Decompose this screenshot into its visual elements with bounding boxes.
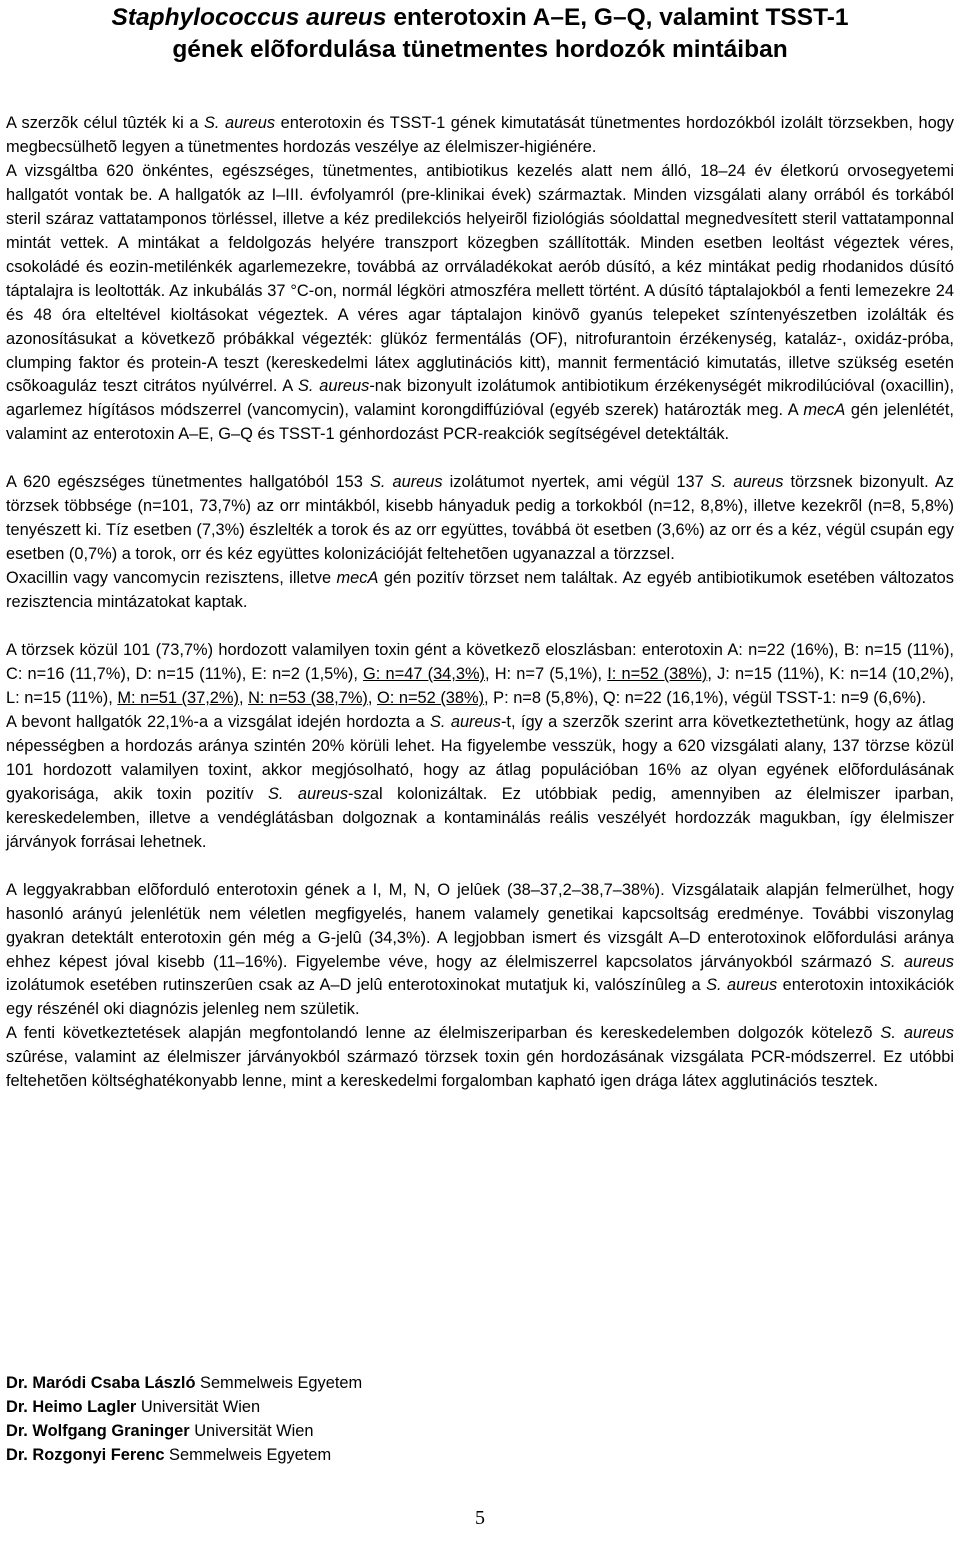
species-name: S. aureus xyxy=(880,952,954,971)
text-run: A fenti következtetések alapján megfontolandó lenne az élelmiszeriparban és kereskedelemben dolgozók kötelezõ xyxy=(6,1024,881,1043)
species-name: S. aureus xyxy=(297,377,370,396)
text-run: enterotoxin és TSST-1 gének kimutatását tünetmentes hordozókból izolált törzsekben, hogy megbecsülhetõ legyen a tünetmentes hordozás veszélye az élelmiszer-higiénére. xyxy=(6,114,954,156)
author-entry xyxy=(6,1420,362,1444)
text-run: törzsnek bizonyult. Az törzsek többsége (n=101, 73,7%) az orr mintákból, kisebb hányaduk pedig a torkokból (n=12, 8,8%), illetve kezekrõl (n=8, 5,8%) tenyészett ki. Tíz esetben (7,3%) észlelték a torok és az orr együttes, továbbá öt esetben (3,6%) az orr és a kéz, végül csupán egy esetben (0,7%) a torok, orr és kéz együttes kolonizációját feltehetõen ugyanazzal a törzzsel. xyxy=(6,473,954,564)
author-entry xyxy=(6,1372,362,1396)
article-body xyxy=(6,112,954,1094)
text-run: A leggyakrabban elõforduló enterotoxin gének a I, M, N, O jelûek (38–37,2–38,7–38%). Vizsgálataik alapján felmerülhet, hogy hasonló arányú jelenlétük nem véletlen megfigyelés, hanem valamely genetikai kapcsoltság eredménye. További viszonylag gyakran detektált enterotoxin gén még a G-jelû (34,3%). A legjobban ismert és vizsgált A–D enterotoxinok elõfordulási aránya ehhez képest jóval kisebb (11–16%). Figyelembe véve, hogy az élelmiszerrel kapcsolatos járványokból származó xyxy=(6,880,954,971)
text-run: A vizsgáltba 620 önkéntes, egészséges, tünetmentes, antibiotikus kezelés alatt nem álló, 18–24 év életkorú orvosegyetemi hallgatót vontak be. A hallgatók az I–III. évfolyamról (pre-klinikai évek) származtak. Minden vizsgálati alany orrából és torkából steril száraz vattatamponos törléssel, illetve a kéz predilekciós helyeirõl fiziológiás sóoldattal megnedvesített steril vattatamponnal mintát vettek. A mintákat a feldolgozás helyére transzport közegben szállították. Minden esetben leoltást végeztek véres, csokoládé és eozin-metilénkék agarlemezekre, továbbá az orrváladékokat aerób dúsító, a kéz mintákat pedig rhodanidos dúsító táptalajra is leoltották. Az inkubálás 37 °C-on, normál légköri atmoszféra mellett történt. A dúsító táptalajokból a fenti lemezekre 24 és 48 óra elteltével kioltásokat végeztek. A véres agar táptalajon kinövõ gyanús telepeket színtenyészetben izolálták és azonosításukat a következõ próbákkal végezték: glükóz fermentálás (OF), nitrofurantoin érzékenység, kataláz-, oxidáz-próba, clumping faktor és protein-A teszt (kereskedelmi látex agglutinációs kitt), mannit fermentáció kimutatás, illetve szükség esetén csõkoaguláz teszt citrátos nyúlvérrel. A xyxy=(6,161,954,396)
text-run: A szerzõk célul tûzték ki a xyxy=(6,114,204,132)
highlight-i: I: n=52 (38%) xyxy=(607,665,708,684)
species-name: S. aureus xyxy=(369,473,443,492)
species-name: S. aureus xyxy=(880,1024,954,1043)
text-run: , J: n=15 (11%), K: n=14 (10,2%), L: n=15 (11%), xyxy=(6,665,954,707)
text-run: A 620 egészséges tünetmentes hallgatóból 153 xyxy=(6,473,370,492)
highlight-o: O: n=52 (38%) xyxy=(376,688,485,707)
author-name: Dr. Rozgonyi Ferenc xyxy=(6,1445,165,1464)
paragraph-gap xyxy=(6,855,954,879)
author-name: Dr. Heimo Lagler xyxy=(6,1397,137,1416)
paragraph-resistance xyxy=(6,567,954,615)
highlight-n: N: n=53 (38,7%) xyxy=(248,688,368,707)
author-entry xyxy=(6,1444,362,1468)
paragraph-gap xyxy=(6,447,954,471)
page-title xyxy=(0,2,960,66)
highlight-m: M: n=51 (37,2%) xyxy=(117,688,239,707)
text-run: A törzsek közül 101 (73,7%) hordozott valamilyen toxin gént a következõ eloszlásban: enterotoxin A: n=22 (16%), B: n=15 (11%), C: n=16 (11,7%), D: n=15 (11%), E: n=2 (1,5%), xyxy=(6,641,954,684)
paragraph-aim xyxy=(6,112,954,160)
paragraph-discussion xyxy=(6,879,954,1023)
author-affiliation: Semmelweis Egyetem xyxy=(164,1445,332,1464)
author-affiliation: Semmelweis Egyetem xyxy=(195,1374,363,1392)
paragraph-carriage xyxy=(6,711,954,855)
title-line-2: gének elõfordulása tünetmentes hordozók mintáiban xyxy=(172,36,788,63)
author-entry xyxy=(6,1396,362,1420)
author-affiliation: Universität Wien xyxy=(189,1421,314,1440)
page-number: 5 xyxy=(475,1507,485,1529)
text-run: izolátumot nyertek, ami végül 137 xyxy=(442,473,711,492)
text-run: -nak bizonyult izolátumok antibiotikum érzékenységét mikrodilúcióval (oxacillin), agarlemez hígításos módszerrel (vancomycin), valamint korongdiffúzióval (egyéb szerek) határozták meg. A xyxy=(6,377,954,420)
title-species: Staphylococcus aureus xyxy=(111,4,387,31)
text-run: -t, így a szerzõk szerint arra következtethetünk, hogy az átlag népességben a hordozás aránya szintén 20% körüli lehet. Ha figyelembe vesszük, hogy a 620 vizsgálati alany, 137 törzse közül 101 hordozott valamilyen toxint, akkor megjósolható, hogy az átlag populációban 16% az olyan egyének elõfordulásának gyakorisága, akik toxin pozitív xyxy=(6,712,954,803)
highlight-g: G: n=47 (34,3%) xyxy=(363,665,485,684)
paragraph-methods xyxy=(6,160,954,447)
text-run: gén jelenlétét, valamint az enterotoxin A–E, G–Q és TSST-1 génhordozást PCR-reakciók segítségével detektálták. xyxy=(6,401,954,444)
text-run: A bevont hallgatók 22,1%-a a vizsgálat idején hordozta a xyxy=(6,712,430,731)
text-run: enterotoxin intoxikációk egy részénél oki diagnózis jelenleg nem születik. xyxy=(6,976,954,1019)
paragraph-conclusion xyxy=(6,1022,954,1094)
gene-name: mecA xyxy=(336,569,379,588)
text-run: , xyxy=(238,688,249,707)
text-run: Oxacillin vagy vancomycin rezisztens, illetve xyxy=(6,569,337,588)
author-affiliation: Universität Wien xyxy=(136,1397,261,1416)
author-name: Dr. Wolfgang Graninger xyxy=(6,1421,190,1440)
title-rest: enterotoxin A–E, G–Q, valamint TSST-1 xyxy=(386,4,849,31)
text-run: -szal kolonizáltak. Ez utóbbiak pedig, amennyiben az élelmiszer iparban, kereskedelemben, illetve a vendéglátásban dolgoznak a kontaminálás reális veszélyét hordozzák magukban, így élelmiszer járványok forrásai lehetnek. xyxy=(6,784,954,851)
species-name: S. aureus xyxy=(203,114,276,132)
text-run: izolátumok esetében rutinszerûen csak az A–D jelû enterotoxinokat mutatjuk ki, valószínûleg a xyxy=(6,976,707,995)
species-name: S. aureus xyxy=(429,712,501,731)
paragraph-gap xyxy=(6,615,954,639)
text-run: gén pozitív törzset nem találtak. Az egyéb antibiotikumok esetében változatos rezisztencia mintázatokat kaptak. xyxy=(6,569,954,612)
paragraph-results xyxy=(6,471,954,567)
species-name: S. aureus xyxy=(267,784,349,803)
title-line-1 xyxy=(0,2,960,34)
species-name: S. aureus xyxy=(710,473,784,492)
text-run: , H: n=7 (5,1%), xyxy=(485,665,608,684)
species-name: S. aureus xyxy=(706,976,778,995)
paragraph-toxin-distribution xyxy=(6,639,954,711)
text-run: , P: n=8 (5,8%), Q: n=22 (16,1%), végül TSST-1: n=9 (6,6%). xyxy=(484,688,927,707)
text-run: szûrése, valamint az élelmiszer járványokból származó törzsek toxin gén hordozásának vizsgálata PCR-módszerrel. Ez utóbbi feltehetõen költséghatékonyabb lenne, mint a kereskedelmi forgalomban kapható igen drága látex agglutinációs tesztek. xyxy=(6,1048,954,1091)
text-run: , xyxy=(367,688,377,707)
author-list xyxy=(6,1372,362,1468)
author-name: Dr. Maródi Csaba László xyxy=(6,1374,196,1392)
gene-name: mecA xyxy=(803,401,846,420)
